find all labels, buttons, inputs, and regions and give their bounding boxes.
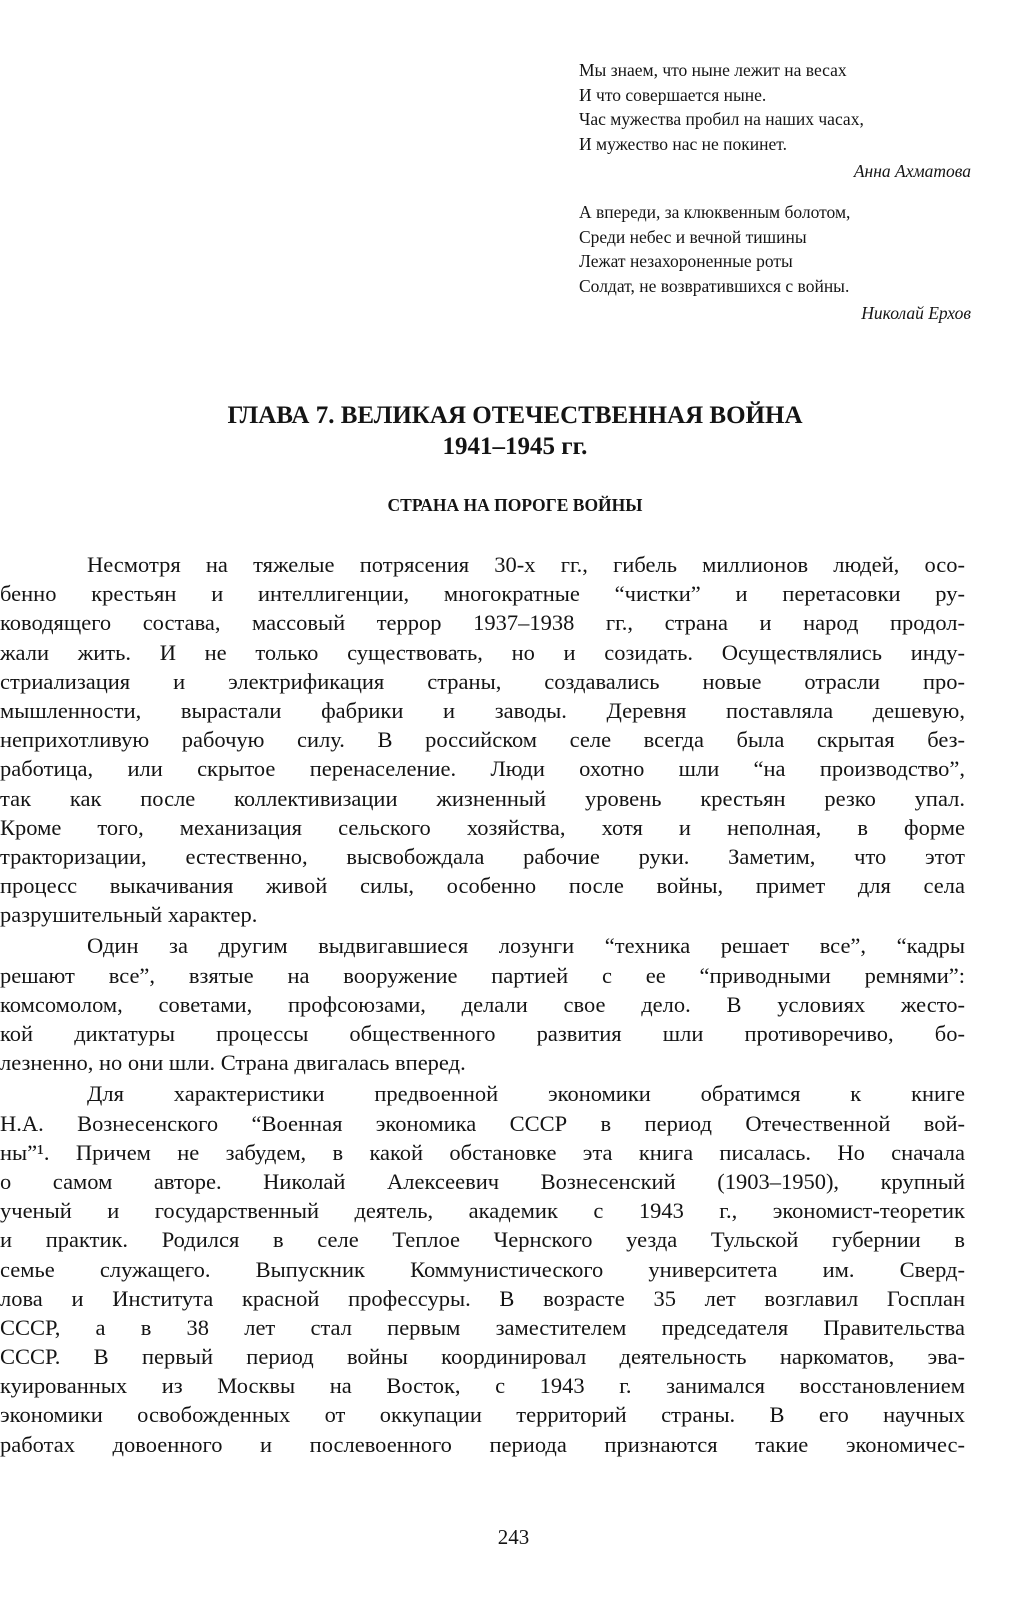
verse-line: Мы знаем, что ныне лежит на весах <box>579 60 847 80</box>
text-line: работах довоенного и послевоенного периода признаются такие экономичес- <box>0 1431 965 1457</box>
text-line: ны”¹. Причем не забудем, в какой обстановке эта книга писалась. Но сначала <box>0 1139 965 1165</box>
text-line: работица, или скрытое перенаселение. Люди охотно шли “на производство”, <box>0 756 965 782</box>
text-line: СССР. В первый период войны координировал деятельность наркоматов, эва- <box>0 1344 965 1370</box>
chapter-title <box>100 400 930 462</box>
text-line: так как после коллективизации жизненный уровень крестьян резко упал. <box>0 785 965 811</box>
text-line: Н.А. Вознесенского “Военная экономика СССР в период Отечественной вой- <box>0 1110 965 1136</box>
verse-line: Лежат незахороненные роты <box>579 251 793 271</box>
text-line: ководящего состава, массовый террор 1937–1938 гг., страна и народ продол- <box>0 610 965 636</box>
text-line: кой диктатуры процессы общественного развития шли противоречиво, бо- <box>0 1021 965 1046</box>
section-title: СТРАНА НА ПОРОГЕ ВОЙНЫ <box>387 495 643 515</box>
page-number: 243 <box>497 1525 530 1549</box>
text-line: жали жить. И не только существовать, но и созидать. Осуществлялись инду- <box>0 639 965 665</box>
text-line: Для характеристики предвоенной экономики обратимся к книге <box>87 1081 965 1107</box>
text-line: и практик. Родился в селе Теплое Чернского уезда Тульской губернии в <box>0 1227 965 1253</box>
text-line: решают все”, взятые на вооружение партией с ее “приводными ремнями”: <box>0 962 965 988</box>
paragraph <box>0 1079 965 1458</box>
text-line: экономики освобожденных от оккупации территорий страны. В его научных <box>0 1402 965 1428</box>
text-line: Один за другим выдвигавшиеся лозунги “техника решает все”, “кадры <box>87 933 965 959</box>
verse-line: Час мужества пробил на наших часах, <box>579 109 864 129</box>
verse-line: И что совершается ныне. <box>579 84 767 105</box>
text-line: разрушительный характер. <box>0 902 258 928</box>
text-line: куированных из Москвы на Восток, с 1943 г. занимался восстановлением <box>0 1373 965 1399</box>
text-line: лова и Института красной профессуры. В возрасте 35 лет возглавил Госплан <box>0 1285 965 1311</box>
text-line: мышленности, вырастали фабрики и заводы. Деревня поставляла дешевую, <box>0 697 965 723</box>
text-line: процесс выкачивания живой силы, особенно после войны, примет для села <box>0 873 965 899</box>
paragraph <box>0 931 965 1077</box>
text-line: Несмотря на тяжелые потрясения 30-х гг., гибель миллионов людей, осо- <box>87 552 965 577</box>
text-line: стриализация и электрификация страны, создавались новые отрасли про- <box>0 668 965 694</box>
text-line: неприхотливую рабочую силу. В российском селе всегда была скрытая без- <box>0 727 965 753</box>
verse-line: А впереди, за клюквенным болотом, <box>579 202 851 222</box>
text-line: бенно крестьян и интеллигенции, многократные “чистки” и перетасовки ру- <box>0 581 965 607</box>
epigraphs <box>579 58 971 326</box>
paragraph <box>0 550 965 929</box>
text-line: семье служащего. Выпускник Коммунистического университета им. Сверд- <box>0 1256 965 1282</box>
epigraph-author: Анна Ахматова <box>853 161 971 181</box>
text-line: Кроме того, механизация сельского хозяйства, хотя и неполная, в форме <box>0 814 965 840</box>
epigraph-author: Николай Ерхов <box>861 303 971 323</box>
text-line: ученый и государственный деятель, академик с 1943 г., экономист-теоретик <box>0 1198 965 1224</box>
epigraph-erkhov <box>579 200 971 326</box>
chapter-title-years: 1941–1945 гг. <box>442 433 588 460</box>
verse-line: И мужество нас не покинет. <box>579 133 787 154</box>
chapter-title-line: ГЛАВА 7. ВЕЛИКАЯ ОТЕЧЕСТВЕННАЯ ВОЙНА <box>227 402 803 429</box>
text-line: о самом авторе. Николай Алексеевич Вознесенский (1903–1950), крупный <box>0 1168 965 1194</box>
text-line: тракторизации, естественно, высвобождала рабочие руки. Заметим, что этот <box>0 843 965 869</box>
epigraph-akhmatova <box>579 58 971 184</box>
verse-line: Солдат, не возвратившихся с войны. <box>579 275 850 296</box>
text-line: СССР, а в 38 лет стал первым заместителем председателя Правительства <box>0 1314 965 1340</box>
body-text <box>0 550 965 1459</box>
verse-line: Среди небес и вечной тишины <box>579 226 807 247</box>
text-line: лезненно, но они шли. Страна двигалась вперед. <box>0 1050 466 1076</box>
text-line: комсомолом, советами, профсоюзами, делали свое дело. В условиях жесто- <box>0 991 965 1017</box>
